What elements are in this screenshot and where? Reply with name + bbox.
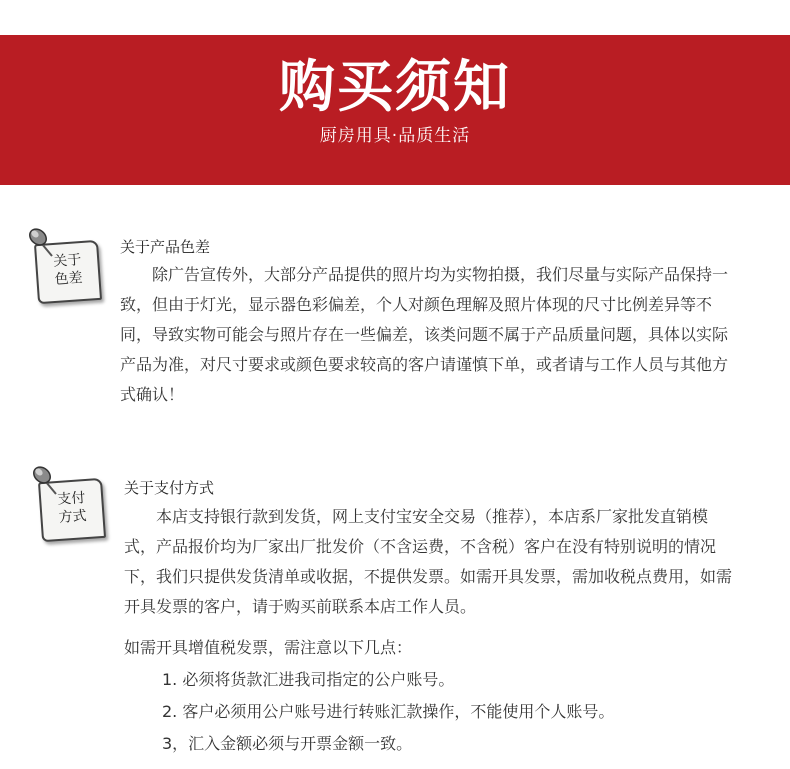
section-body-color: 除广告宣传外，大部分产品提供的照片均为实物拍摄，我们尽量与实际产品保持一致，但由于灯光，显示器色彩偏差，个人对颜色理解及照片体现的尺寸比例差异等不同，导致实物可能会与照片存在一些偏差，该类问题不属于产品质量问题，具体以实际产品为准，对尺寸要求或颜色要求较高的客户请谨慎下单，或者请与工作人员与其他方式确认！ — [120, 265, 729, 404]
page-subtitle: 厨房用具·品质生活 — [319, 126, 471, 146]
header-banner — [0, 35, 790, 185]
section-title-color: 关于产品色差 — [120, 238, 211, 256]
list-item: 1. 必须将货款汇进我司指定的公户账号。 — [162, 670, 455, 689]
page-title: 购买须知 — [279, 55, 511, 120]
list-item: 2. 客户必须用公户账号进行转账汇款操作，不能使用个人账号。 — [162, 702, 615, 721]
section-body-payment: 本店支持银行款到发货，网上支付宝安全交易（推荐），本店系厂家批发直销模式，产品报价均为厂家出厂批发价（不含运费，不含税）客户在没有特别说明的情况下，我们只提供发货清单或收据，不提供发票。如需开具发票，需加收税点费用，如需开具发票的客户，请于购买前联系本店工作人员。 — [124, 507, 733, 616]
section-title-payment: 关于支付方式 — [124, 479, 215, 497]
pushpin-icon — [22, 222, 62, 262]
color-difference-badge — [22, 222, 102, 312]
list-item: 3，汇入金额必须与开票金额一致。 — [162, 734, 413, 753]
pushpin-icon — [26, 460, 66, 500]
invoice-note: 如需开具增值税发票，需注意以下几点： — [124, 638, 413, 657]
badge-label: 支付 方式 — [56, 490, 88, 526]
badge-label: 关于 色差 — [52, 252, 84, 288]
payment-method-badge — [26, 460, 106, 550]
